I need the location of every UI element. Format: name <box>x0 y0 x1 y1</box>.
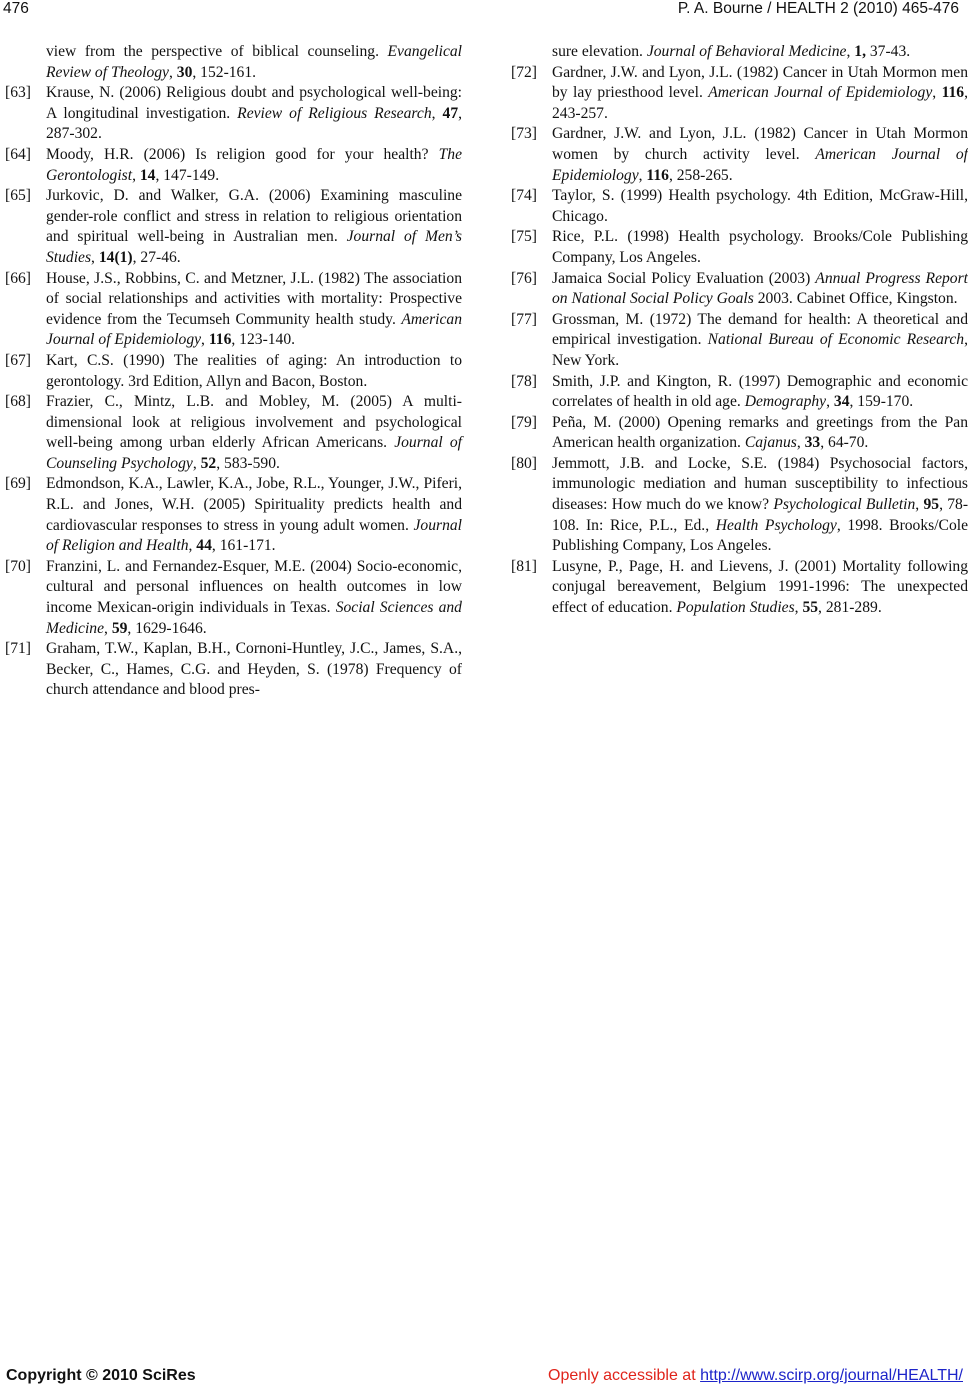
reference-number: [76] <box>511 269 537 287</box>
reference-text: , <box>192 454 201 472</box>
reference-volume: 34 <box>833 393 850 411</box>
reference-entry <box>5 351 462 392</box>
reference-number: [80] <box>511 454 537 472</box>
reference-text: , 281-289. <box>818 599 882 617</box>
reference-entry <box>511 63 968 125</box>
reference-text: , <box>638 166 647 184</box>
reference-source-title: Cajanus <box>744 434 797 452</box>
reference-text: , 243-257. <box>552 84 968 122</box>
reference-entry <box>511 372 968 413</box>
reference-number: [70] <box>5 557 31 575</box>
reference-text: Jurkovic, D. and Walker, G.A. (2006) Examining masculine gender-role conflict and stress in relation to religious orientation and spiritual well-being in Australian men. <box>46 187 462 246</box>
reference-source-title: Journal of Counseling Psychology <box>46 434 462 472</box>
reference-text: , <box>794 599 803 617</box>
reference-text: Gardner, J.W. and Lyon, J.L. (1982) Cancer in Utah Mormon women by church activity level. <box>552 125 968 163</box>
reference-volume: 59 <box>111 619 128 637</box>
reference-text: view from the perspective of biblical counseling. <box>46 43 388 60</box>
reference-entry <box>511 124 968 186</box>
reference-volume: 30 <box>176 63 193 81</box>
reference-source-title: Psychological Bulletin <box>773 496 916 514</box>
reference-entry <box>511 557 968 619</box>
reference-text: Lusyne, P., Page, H. and Lievens, J. (2001) Mortality following conjugal bereavement, Belgium 1991-1996: The unexpected effect of education. <box>552 557 968 617</box>
reference-volume: 116 <box>208 331 232 349</box>
reference-text: Edmondson, K.A., Lawler, K.A., Jobe, R.L., Younger, J.W., Piferi, R.L. and Jones, W.H. (2005) Spirituality predicts health and cardiovascular responses to stress in young adult women. <box>46 475 462 534</box>
reference-text: Smith, J.P. and Kington, R. (1997) Demographic and economic correlates of health in old age. <box>552 372 968 411</box>
reference-entry <box>5 392 462 474</box>
reference-volume: 52 <box>200 454 217 472</box>
reference-text: Jamaica Social Policy Evaluation (2003) <box>552 269 816 287</box>
reference-text: Frazier, C., Mintz, L.B. and Mobley, M. (2005) A multi-dimensional look at religious involvement and psychological well-being among urban elderly African Americans. <box>46 393 462 452</box>
reference-volume: 116 <box>941 84 965 102</box>
reference-entry <box>5 639 462 701</box>
reference-source-title: National Bureau of Economic Research <box>707 331 965 349</box>
reference-number: [75] <box>511 228 537 246</box>
reference-text: House, J.S., Robbins, C. and Metzner, J.L. (1982) The association of social relationships and activities with mortality: Prospective evidence from the Tecumseh Community health study. <box>46 269 462 328</box>
reference-source-title: Journal of Religion and Health <box>46 516 462 555</box>
reference-volume: 33 <box>804 434 821 452</box>
reference-volume: 14(1) <box>98 248 133 266</box>
reference-entry <box>511 413 968 454</box>
reference-text: Peña, M. (2000) Opening remarks and greetings from the Pan American health organization. <box>552 413 968 452</box>
reference-text: Gardner, J.W. and Lyon, J.L. (1982) Cancer in Utah Mormon men by lay priesthood level. <box>552 63 968 102</box>
reference-text: , <box>826 393 834 411</box>
reference-text: , <box>188 537 197 555</box>
reference-source-title: Review of Religious Research <box>237 104 432 122</box>
reference-text: Grossman, M. (1972) The demand for health: A theoretical and empirical investigation. <box>552 310 968 349</box>
references-right-column <box>511 42 968 619</box>
reference-number: [74] <box>511 187 537 205</box>
reference-text: Rice, P.L. (1998) Health psychology. Brooks/Cole Publishing Company, Los Angeles. <box>552 228 968 266</box>
reference-entry <box>5 557 462 639</box>
reference-text: , <box>846 43 855 60</box>
reference-text: , 27-46. <box>132 248 181 266</box>
reference-text: , 583-590. <box>216 454 280 472</box>
reference-volume: 1, <box>854 43 866 60</box>
reference-text: , 258-265. <box>668 166 733 184</box>
reference-text: , 123-140. <box>231 331 296 349</box>
reference-entry <box>5 474 462 556</box>
reference-text: , 152-161. <box>192 63 257 81</box>
reference-volume: 116 <box>646 166 669 184</box>
reference-volume: 44 <box>196 537 212 555</box>
reference-volume: 95 <box>923 496 940 514</box>
reference-volume: 55 <box>802 599 819 617</box>
reference-volume: 14 <box>139 166 156 184</box>
reference-number: [77] <box>511 310 537 328</box>
reference-entry <box>511 269 968 310</box>
reference-entry <box>511 227 968 268</box>
reference-text: , <box>915 496 924 514</box>
reference-number: [78] <box>511 372 537 390</box>
reference-text: Krause, N. (2006) Religious doubt and psychological well-being: A longitudinal investigation. <box>46 84 462 122</box>
reference-continuation <box>511 42 968 63</box>
journal-url-link[interactable]: http://www.scirp.org/journal/HEALTH/ <box>700 1367 963 1384</box>
reference-source-title: Population Studies <box>676 599 795 617</box>
reference-number: [72] <box>511 63 537 81</box>
reference-source-title: Demography <box>744 393 827 411</box>
reference-number: [63] <box>5 84 31 102</box>
reference-text: , <box>932 84 942 102</box>
reference-text: , 159-170. <box>849 393 914 411</box>
reference-entry <box>5 145 462 186</box>
reference-volume: 47 <box>442 104 459 122</box>
reference-entry <box>5 83 462 145</box>
reference-number: [65] <box>5 187 31 205</box>
reference-entry <box>5 186 462 268</box>
reference-text: , 1629-1646. <box>127 619 207 637</box>
reference-source-title: American Journal of Epidemiology <box>46 310 462 349</box>
reference-text: Jemmott, J.B. and Locke, S.E. (1984) Psychosocial factors, immunologic mediation and human susceptibility to infectious diseases: How much do we know? <box>552 454 968 514</box>
reference-number: [68] <box>5 393 31 411</box>
reference-text: , 78-108. In: Rice, P.L., Ed., <box>552 496 968 534</box>
reference-source-title: Evangelical Review of Theology <box>46 43 462 81</box>
reference-text: Graham, T.W., Kaplan, B.H., Cornoni-Huntley, J.C., James, S.A., Becker, C., Hames, C.G. and Heyden, S. (1978) Frequency of church attendance and blood pres- <box>46 640 462 699</box>
reference-text: Taylor, S. (1999) Health psychology. 4th Edition, McGraw-Hill, Chicago. <box>552 187 968 225</box>
page-footer <box>0 1367 968 1387</box>
reference-text: , 161-171. <box>211 537 276 555</box>
reference-text: 37-43. <box>865 43 911 60</box>
reference-text: , New York. <box>552 331 968 369</box>
reference-text: Kart, C.S. (1990) The realities of aging: An introduction to gerontology. 3rd Edition, Allyn and Bacon, Boston. <box>46 351 462 390</box>
reference-source-title: Journal of Behavioral Medicine <box>646 43 847 60</box>
reference-text: , 1998. Brooks/Cole Publishing Company, Los Angeles. <box>552 516 968 555</box>
reference-text: Franzini, L. and Fernandez-Esquer, M.E. (2004) Socio-economic, cultural and personal influences on health outcomes in low income Mexican-origin individuals in Texas. <box>46 557 462 617</box>
reference-text: , <box>431 104 443 122</box>
reference-number: [79] <box>511 413 537 431</box>
reference-source-title: Annual Progress Report on National Social Policy Goals <box>552 269 968 308</box>
reference-text: 2003. Cabinet Office, Kingston. <box>753 290 958 308</box>
reference-number: [71] <box>5 640 31 658</box>
references-left-column <box>5 42 462 701</box>
reference-number: [69] <box>5 475 31 493</box>
running-header <box>0 0 968 24</box>
reference-text: , 147-149. <box>155 166 220 184</box>
reference-continuation <box>5 42 462 83</box>
copyright-notice: Copyright © 2010 SciRes <box>6 1367 196 1384</box>
reference-source-title: American Journal of Epidemiology <box>552 145 968 184</box>
reference-entry <box>511 186 968 227</box>
reference-number: [73] <box>511 125 537 143</box>
reference-source-title: The Gerontologist <box>46 145 462 184</box>
reference-text: , <box>201 331 209 349</box>
reference-entry <box>511 454 968 557</box>
page-number: 476 <box>3 0 29 17</box>
reference-number: [64] <box>5 145 31 163</box>
running-head: P. A. Bourne / HEALTH 2 (2010) 465-476 <box>677 0 959 17</box>
reference-source-title: Journal of Men’s Studies <box>46 228 462 266</box>
reference-number: [81] <box>511 557 537 575</box>
reference-text: , <box>796 434 805 452</box>
open-access-label: Openly accessible at <box>548 1367 701 1384</box>
reference-text: , <box>104 619 112 637</box>
reference-number: [67] <box>5 351 31 369</box>
reference-number: [66] <box>5 269 31 287</box>
reference-source-title: Social Sciences and Medicine <box>46 599 462 637</box>
reference-entry <box>5 269 462 351</box>
reference-text: Moody, H.R. (2006) Is religion good for your health? <box>46 145 439 163</box>
reference-text: , 287-302. <box>46 104 463 143</box>
reference-text: , <box>91 248 99 266</box>
reference-source-title: American Journal of Epidemiology <box>708 84 933 102</box>
reference-text: , 64-70. <box>820 434 869 452</box>
reference-text: , <box>168 63 177 81</box>
reference-text: sure elevation. <box>552 43 647 60</box>
reference-entry <box>511 310 968 372</box>
reference-source-title: Health Psychology <box>715 516 837 534</box>
open-access-notice <box>548 1367 963 1385</box>
reference-text: , <box>132 166 140 184</box>
